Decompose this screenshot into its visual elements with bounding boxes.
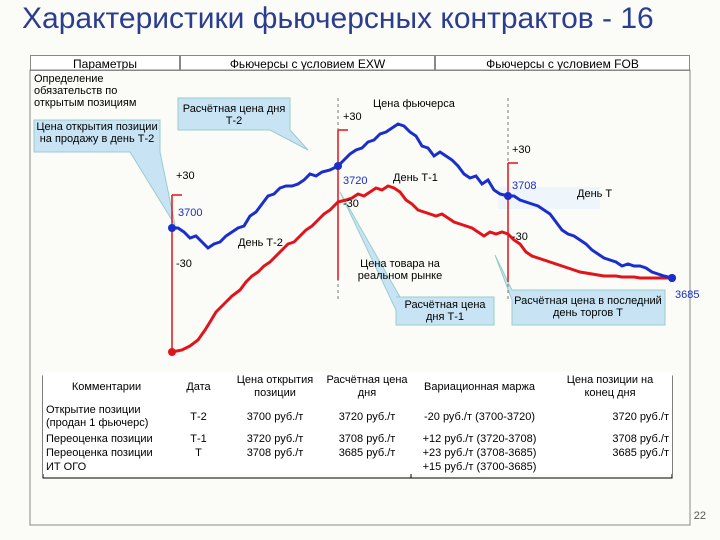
- table-row: [43, 446, 672, 460]
- cell-open: [227, 460, 323, 474]
- cell-end: [548, 460, 672, 474]
- cell-calc: 3708 руб./т: [338, 432, 396, 445]
- th-end-price: Цена позиции на конец дня: [566, 374, 654, 399]
- cell-comment: Открытие позиции (продан 1 фьючерс): [46, 404, 149, 429]
- limit-minus-30-t: -30: [512, 231, 528, 243]
- futures-point-t2: [168, 224, 176, 232]
- cell-date: Т: [195, 446, 202, 459]
- futures-price-label: Цена фьючерса: [373, 98, 455, 110]
- comments-table: [43, 372, 672, 474]
- cell-open: 3708 руб./т: [246, 446, 304, 459]
- table-header-row: [43, 372, 672, 402]
- value-3708: 3708: [512, 180, 537, 192]
- limit-minus-30-t2: -30: [176, 258, 192, 270]
- value-3720: 3720: [343, 175, 368, 187]
- th-margin: Вариационная маржа: [424, 380, 535, 393]
- th-date: Дата: [186, 380, 211, 393]
- cell-comment: ИТ ОГО: [46, 460, 87, 473]
- limit-plus-30-t2: +30: [176, 170, 195, 182]
- cell-end: 3708 руб./т: [612, 432, 669, 445]
- table-row: [43, 402, 672, 432]
- day-t2-label: День Т-2: [238, 237, 283, 249]
- cell-calc: 3685 руб./т: [338, 446, 396, 459]
- th-calc-price: Расчётная цена дня: [326, 374, 408, 399]
- cell-end: 3685 руб./т: [612, 446, 669, 459]
- cell-margin: +15 руб./т (3700-3685): [422, 460, 537, 473]
- definition-label: Определение обязательств по открытым позициям: [34, 73, 137, 109]
- limit-plus-30-t1: +30: [343, 111, 362, 123]
- day-t1-label: День Т-1: [393, 172, 438, 184]
- header-fob: Фьючерсы с условием FOB: [435, 55, 690, 71]
- limit-plus-30-t: +30: [512, 144, 531, 156]
- table-row: [43, 432, 672, 446]
- calc-t1-label: Расчётная цена дня Т-1: [404, 299, 486, 323]
- slide-title: Характеристики фьючерсных контрактов - 16: [22, 2, 654, 35]
- cell-open: 3720 руб./т: [246, 432, 304, 445]
- limit-minus-30-t1: -30: [343, 198, 359, 210]
- cell-date: [170, 460, 227, 474]
- cell-date: Т-1: [190, 432, 207, 445]
- value-3700: 3700: [178, 207, 203, 219]
- table-row: [43, 460, 672, 474]
- market-start-point: [168, 348, 176, 356]
- page-number: 22: [693, 510, 706, 522]
- day-t-label: День Т: [577, 188, 613, 200]
- cell-open: 3700 руб./т: [246, 410, 304, 423]
- cell-margin: -20 руб./т (3700-3720): [423, 410, 535, 423]
- th-comments: Комментарии: [71, 380, 142, 393]
- calc-t2-label: Расчётная цена дня Т-2: [182, 103, 286, 127]
- header-exw: Фьючерсы с условием EXW: [180, 55, 435, 71]
- futures-point-t: [504, 192, 512, 200]
- cell-margin: +23 руб./т (3708-3685): [422, 446, 537, 459]
- th-open-price: Цена открытия позиции: [236, 374, 314, 399]
- cell-date: Т-2: [190, 410, 207, 423]
- cell-calc: [323, 460, 411, 474]
- cell-comment: Переоценка позиции: [46, 432, 153, 445]
- open-price-label: Цена открытия позиции на продажу в день Т-2: [36, 121, 158, 145]
- value-3685: 3685: [675, 289, 700, 301]
- cell-calc: 3720 руб./т: [338, 410, 396, 423]
- header-params: Параметры: [30, 55, 180, 71]
- cell-comment: Переоценка позиции: [46, 446, 153, 459]
- cell-end: 3720 руб./т: [612, 410, 669, 423]
- goods-price-label: Цена товара на реальном рынке: [357, 258, 443, 282]
- cell-margin: +12 руб./т (3720-3708): [422, 432, 537, 445]
- futures-point-t1: [334, 162, 342, 170]
- futures-end-point: [668, 274, 676, 282]
- calc-t-label: Расчётная цена в последний день торгов Т: [514, 295, 662, 319]
